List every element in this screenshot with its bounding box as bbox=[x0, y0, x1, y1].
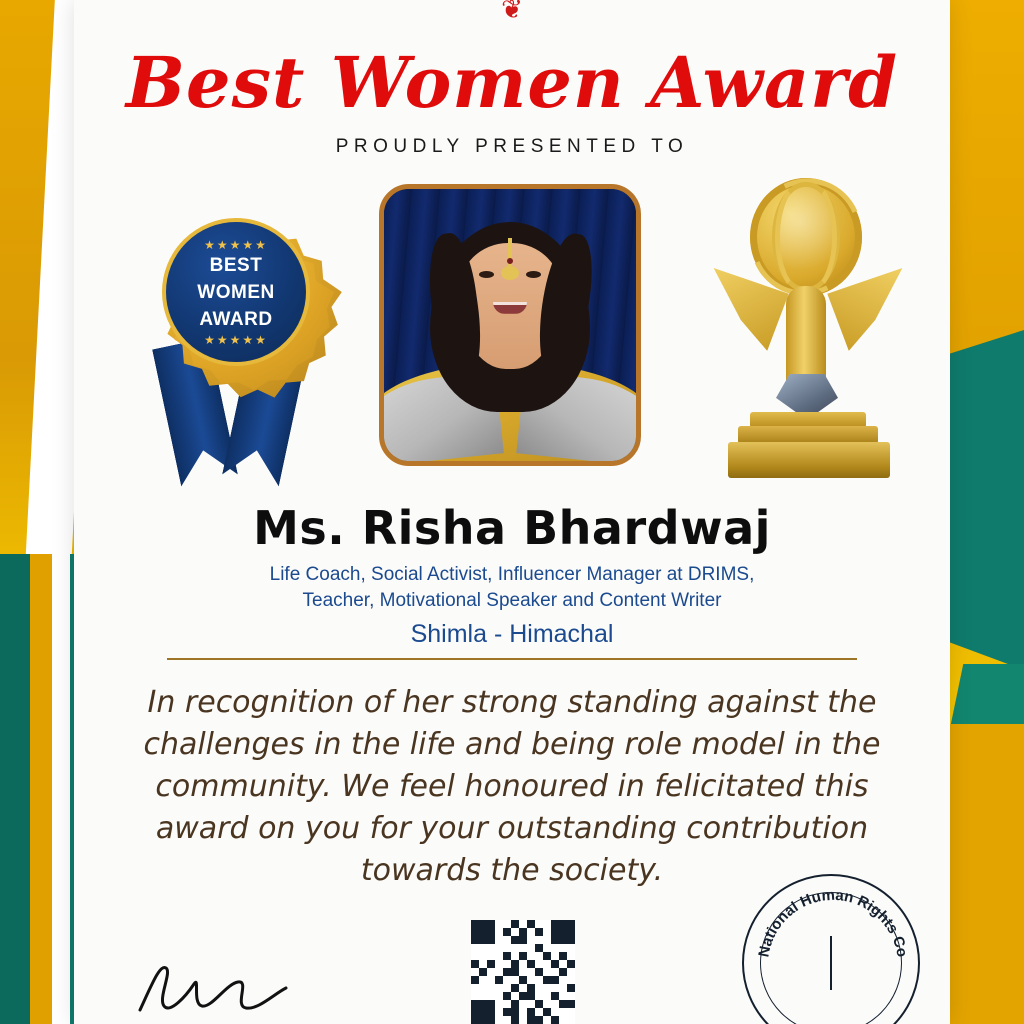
recipient-role-line-1: Life Coach, Social Activist, Influencer Manager at DRIMS, bbox=[269, 564, 755, 585]
recipient-role-line-2: Teacher, Motivational Speaker and Content Writer bbox=[302, 590, 722, 611]
certificate-footer bbox=[74, 886, 950, 1024]
photo-eye-left bbox=[479, 271, 494, 278]
flourish-ornament: ❦ bbox=[501, 0, 523, 25]
trophy-globe-inner bbox=[772, 182, 839, 293]
emblem-row bbox=[74, 184, 950, 484]
seal-text-icon bbox=[744, 876, 920, 1024]
citation-text: In recognition of her strong standing against the challenges in the life and being role model in the community. We feel honoured in felicitated this award on you for your outstanding contribution towards the society. bbox=[143, 685, 881, 888]
qr-code-icon[interactable] bbox=[459, 920, 587, 1024]
seal-label: National Human Rights Co bbox=[755, 886, 911, 959]
photo-maang-tikka bbox=[508, 238, 512, 272]
badge-line-2: WOMEN bbox=[197, 281, 275, 303]
trophy-base-bottom bbox=[728, 442, 890, 478]
certificate-card bbox=[74, 0, 950, 1024]
official-seal bbox=[742, 874, 920, 1024]
recipient-name: Ms. Risha Bhardwaj bbox=[253, 501, 771, 555]
badge-stars-bottom: ★★★★★ bbox=[204, 332, 268, 347]
certificate-content bbox=[74, 0, 950, 1024]
award-badge bbox=[126, 194, 346, 484]
rosette-icon bbox=[138, 194, 334, 390]
trophy-icon bbox=[714, 178, 904, 478]
photo-eye-right bbox=[526, 271, 541, 278]
signature-mark bbox=[134, 954, 294, 1024]
trophy-globe bbox=[750, 178, 862, 296]
divider bbox=[167, 658, 857, 660]
recipient-photo bbox=[379, 184, 641, 466]
left-white-strip bbox=[52, 554, 70, 1024]
badge-line-3: AWARD bbox=[199, 308, 273, 330]
presented-to-label: PROUDLY PRESENTED TO bbox=[335, 136, 689, 157]
badge-line-1: BEST bbox=[209, 254, 263, 276]
left-gold-strip bbox=[30, 554, 52, 1024]
photo-backdrop bbox=[384, 189, 636, 461]
seal-center-mark bbox=[830, 936, 832, 990]
page-title: Best Women Award bbox=[125, 41, 899, 124]
signature-icon bbox=[134, 954, 294, 1024]
badge-stars-top: ★★★★★ bbox=[204, 237, 268, 252]
recipient-block bbox=[74, 502, 950, 660]
rosette-disc bbox=[162, 218, 310, 366]
qr-code[interactable] bbox=[459, 920, 587, 1024]
svg-text:National Human Rights Co bbox=[755, 887, 910, 959]
recipient-location: Shimla - Himachal bbox=[410, 620, 614, 648]
